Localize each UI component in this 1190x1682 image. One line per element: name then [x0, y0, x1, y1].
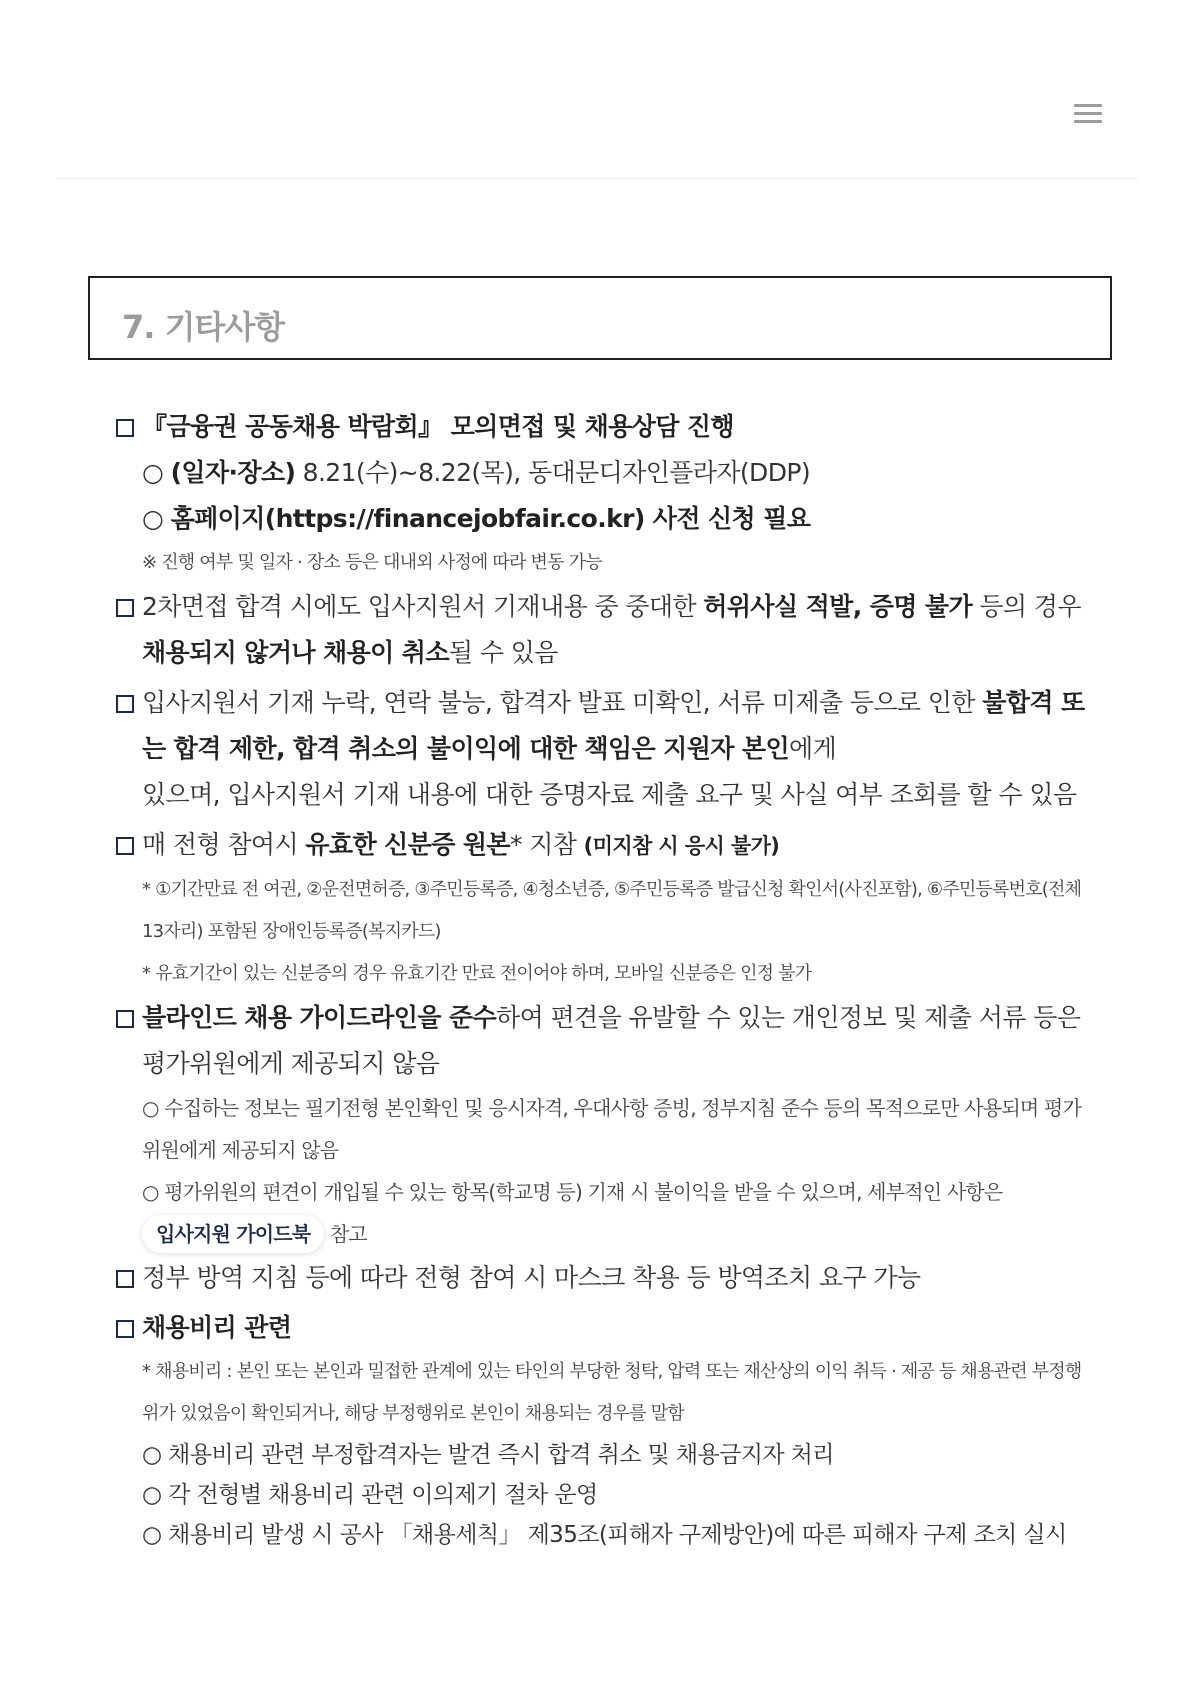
- list-item: [112, 995, 1092, 1087]
- item-title: 『금융권 공동채용 박람회』 모의면접 및 채용상담 진행: [142, 412, 734, 441]
- content: [112, 404, 1092, 1555]
- checkbox-square-icon: [116, 1320, 134, 1338]
- sub-item: [112, 1171, 1092, 1255]
- item-text: 정부 방역 지침 등에 따라 전형 참여 시 마스크 착용 등 방역조치 요구 가능: [142, 1263, 921, 1292]
- hamburger-menu-icon[interactable]: [1074, 104, 1102, 128]
- sub-item: ○ 수집하는 정보는 필기전형 본인확인 및 응시자격, 우대사항 증빙, 정부지침 준수 등의 목적으로만 사용되며 평가위원에게 제공되지 않음: [142, 1096, 1081, 1162]
- note: * 채용비리 : 본인 또는 본인과 밀접한 관계에 있는 타인의 부당한 청탁, 압력 또는 재산상의 이익 취득 · 제공 등 채용관련 부정행위가 있었음이 확인되거나, 해당 부정행위로 본인이 채용되는 경우를 말함: [142, 1361, 1082, 1424]
- checkbox-square-icon: [116, 1270, 134, 1288]
- item-text: * 지참: [509, 830, 584, 859]
- sub-item: ○ 채용비리 발생 시 공사 「채용세칙」 제35조(피해자 구제방안)에 따른 피해자 구제 조치 실시: [142, 1522, 1067, 1548]
- item-text: 매 전형 참여시: [142, 830, 306, 859]
- checkbox-square-icon: [116, 695, 134, 713]
- menu-line: [1074, 120, 1102, 123]
- sub-item-text: 참고: [324, 1222, 367, 1246]
- note: * ①기간만료 전 여권, ②운전면허증, ③주민등록증, ④청소년증, ⑤주민등록증 발급신청 확인서(사진포함), ⑥주민등록번호(전체 13자리) 포함된 장애인등록증(복지카드): [142, 879, 1082, 942]
- checkbox-square-icon: [116, 837, 134, 855]
- checkbox-square-icon: [116, 599, 134, 617]
- item-text-bold: (미지참 시 응시 불가): [583, 834, 780, 858]
- item-text-bold: 블라인드 채용 가이드라인을 준수: [142, 1003, 497, 1032]
- list-item: [112, 680, 1092, 818]
- item-title: 채용비리 관련: [142, 1313, 292, 1342]
- item-text-bold: 유효한 신분증 원본: [305, 830, 510, 859]
- list-item: [112, 584, 1092, 676]
- item-text-bold: 불합격 또는 합격 제한, 합격 취소의 불이익에 대한 책임은 지원자 본인: [142, 688, 1085, 763]
- item-text: 될 수 있음: [448, 638, 558, 667]
- sub-item: ○ 홈페이지(https://financejobfair.co.kr) 사전 신청 필요: [142, 504, 811, 533]
- checkbox-square-icon: [116, 1010, 134, 1028]
- top-bar: [58, 0, 1138, 179]
- checkbox-square-icon: [116, 419, 134, 437]
- note: ※ 진행 여부 및 일자 · 장소 등은 대내외 사정에 따라 변동 가능: [142, 552, 602, 573]
- item-text: 입사지원서 기재 누락, 연락 불능, 합격자 발표 미확인, 서류 미제출 등으로 인한: [142, 688, 983, 717]
- item-text: 있으며, 입사지원서 기재 내용에 대한 증명자료 제출 요구 및 사실 여부 조회를 할 수 있음: [142, 780, 1077, 809]
- item-text: 등의 경우: [972, 592, 1081, 621]
- list-item: [112, 1305, 1092, 1351]
- list-item: [112, 822, 1092, 869]
- section-header: [88, 276, 1112, 360]
- item-text-bold: 채용되지 않거나 채용이 취소: [142, 638, 449, 667]
- list-item: [112, 404, 1092, 450]
- sub-item-label: (일자·장소): [170, 458, 296, 487]
- list-item: [112, 1255, 1092, 1301]
- menu-line: [1074, 104, 1102, 107]
- menu-line: [1074, 112, 1102, 115]
- item-text: 2차면접 합격 시에도 입사지원서 기재내용 중 중대한: [142, 592, 704, 621]
- section-title: 7. 기타사항: [122, 308, 285, 346]
- note: * 유효기간이 있는 신분증의 경우 유효기간 만료 전이어야 하며, 모바일 신분증은 인정 불가: [142, 963, 812, 984]
- sub-item-text: ○ 평가위원의 편견이 개입될 수 있는 항목(학교명 등) 기재 시 불이익을 받을 수 있으며, 세부적인 사항은: [142, 1180, 1003, 1204]
- guidebook-link[interactable]: 입사지원 가이드북: [142, 1215, 324, 1253]
- sub-item: ○ 채용비리 관련 부정합격자는 발견 즉시 합격 취소 및 채용금지자 처리: [142, 1442, 834, 1468]
- sub-item: ○ 각 전형별 채용비리 관련 이의제기 절차 운영: [142, 1482, 598, 1508]
- item-text: 하여 편견을 유발할 수 있는 개인정보 및 제출 서류 등은 평가위원에게 제공되지 않음: [142, 1003, 1081, 1078]
- sub-item-text: 8.21(수)~8.22(목), 동대문디자인플라자(DDP): [295, 458, 810, 487]
- item-text: 에게: [789, 734, 837, 763]
- item-text-bold: 허위사실 적발, 증명 불가: [703, 592, 973, 621]
- sub-item-text: 홈페이지(https://financejobfair.co.kr) 사전 신청 필요: [170, 504, 811, 533]
- sub-item: ○ (일자·장소) 8.21(수)~8.22(목), 동대문디자인플라자(DDP): [142, 458, 810, 487]
